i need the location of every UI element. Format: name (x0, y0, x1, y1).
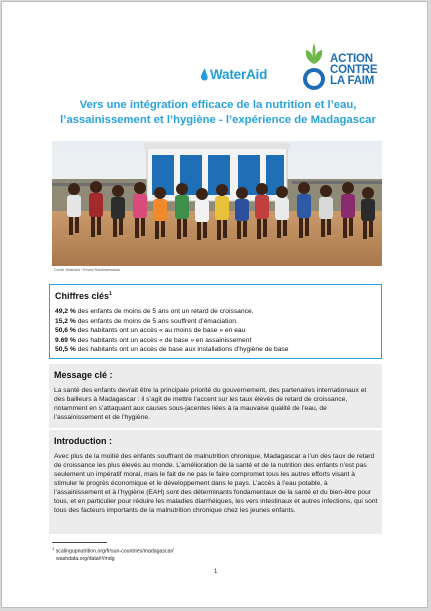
key-figure-value: 49,2 % (55, 308, 76, 315)
key-figure-text: des habitants ont un accès « au moins de base » en eau (75, 327, 246, 334)
children-photo (52, 141, 382, 266)
key-message-body: La santé des enfants devrait être la principale priorité du gouvernement, des partenaires internationaux et des bailleurs à Madagascar : il s’agit de mettre l’accent sur les taux élevés de retard de croissance, notamment en s’attaquant aux causes sous-jacentes liées à la mauvaise qualité de l’eau, de l’assainissement et de l’hygiène. (54, 387, 367, 421)
footnote-line-1 (52, 545, 174, 556)
key-figure-value: 50,6 % (55, 327, 76, 334)
key-figure-text: des enfants de moins de 5 ans ont un retard de croissance. (75, 308, 254, 315)
key-figure-text: des habitants ont un accès de base aux installations d’hygiène de base (75, 346, 289, 353)
acf-line-2: CONTRE (330, 64, 378, 76)
acf-leaf-icon (301, 42, 327, 92)
acf-line-3: LA FAIM (330, 75, 375, 87)
key-figure-value: 15,2 % (55, 317, 76, 325)
key-figure-text: des enfants de moins de 5 ans souffrent d’émaciation. (75, 317, 238, 325)
key-figure-value: 9.69 % (55, 336, 76, 344)
document-title (32, 98, 404, 128)
key-figures-heading (55, 291, 112, 301)
footnote-reference: 1 (109, 291, 112, 297)
key-figure-text: des habitants ont un accès « de base » en assainissement (75, 336, 252, 344)
title-line-2: l’assainissement et l’hygiène - l’expérience de Madagascar (60, 114, 376, 126)
footnote-link-1[interactable]: scalingupnutrition.org/fr/sun-countries/madagascar/ (55, 548, 174, 555)
footnote (52, 545, 174, 563)
introduction-body: Avec plus de la moitié des enfants souffrant de malnutrition chronique, Madagascar a l’un des taux de retard de croissance les plus élevés au monde. L’amélioration de la santé et de la nutrition des enfants n’est pas seulement un impératif moral, mais le fait de ne pas le faire compromet tous les autres efforts visant à stimuler le progrès économique et le développement dans le pays. L’accès à l’eau potable, à l’assainissement et à l’hygiène (EAH) sont des déterminants fondamentaux de la santé et du bien-être pour tous, et en particulier pour réduire les maladies diarrhéiques, les vers intestinaux et autres infections, qui sont tous des facteurs importants de la malnutrition chronique chez les jeunes enfants. (54, 453, 378, 514)
acf-logo-wordmark (330, 54, 377, 87)
title-line-1: Vers une intégration efficace de la nutrition et l’eau, (79, 99, 357, 111)
key-figure-item (55, 317, 289, 327)
key-message-heading: Message clé : (54, 370, 113, 380)
key-figure-value: 50,5 % (55, 346, 76, 353)
page-number: 1 (214, 569, 218, 575)
key-figures-list (55, 307, 289, 355)
key-figure-item (55, 336, 289, 346)
key-figure-item (55, 307, 289, 317)
wateraid-logo (200, 65, 267, 83)
wateraid-logo-text: WaterAid (210, 66, 268, 82)
key-figure-item (55, 326, 289, 336)
key-figure-item (55, 345, 289, 355)
footnote-link-2[interactable]: washdata.org/data#!/mdg (56, 555, 115, 562)
introduction-box (49, 430, 382, 534)
photo-illustration (52, 141, 382, 266)
introduction-heading: Introduction : (54, 436, 112, 446)
key-figures-box (49, 284, 382, 359)
key-message-box (49, 364, 382, 428)
key-figures-heading-text: Chiffres clés (55, 291, 110, 301)
footnote-divider (52, 542, 107, 543)
footnote-line-2 (52, 556, 174, 563)
action-contre-la-faim-logo (301, 42, 411, 92)
photo-credit: Credit: WaterAid / Ernest Randriarimalala (54, 268, 120, 272)
acf-line-1: ACTION (330, 53, 373, 65)
footnote-number: 1 (52, 546, 55, 551)
document-page (1, 1, 428, 608)
water-drop-icon (200, 67, 209, 81)
